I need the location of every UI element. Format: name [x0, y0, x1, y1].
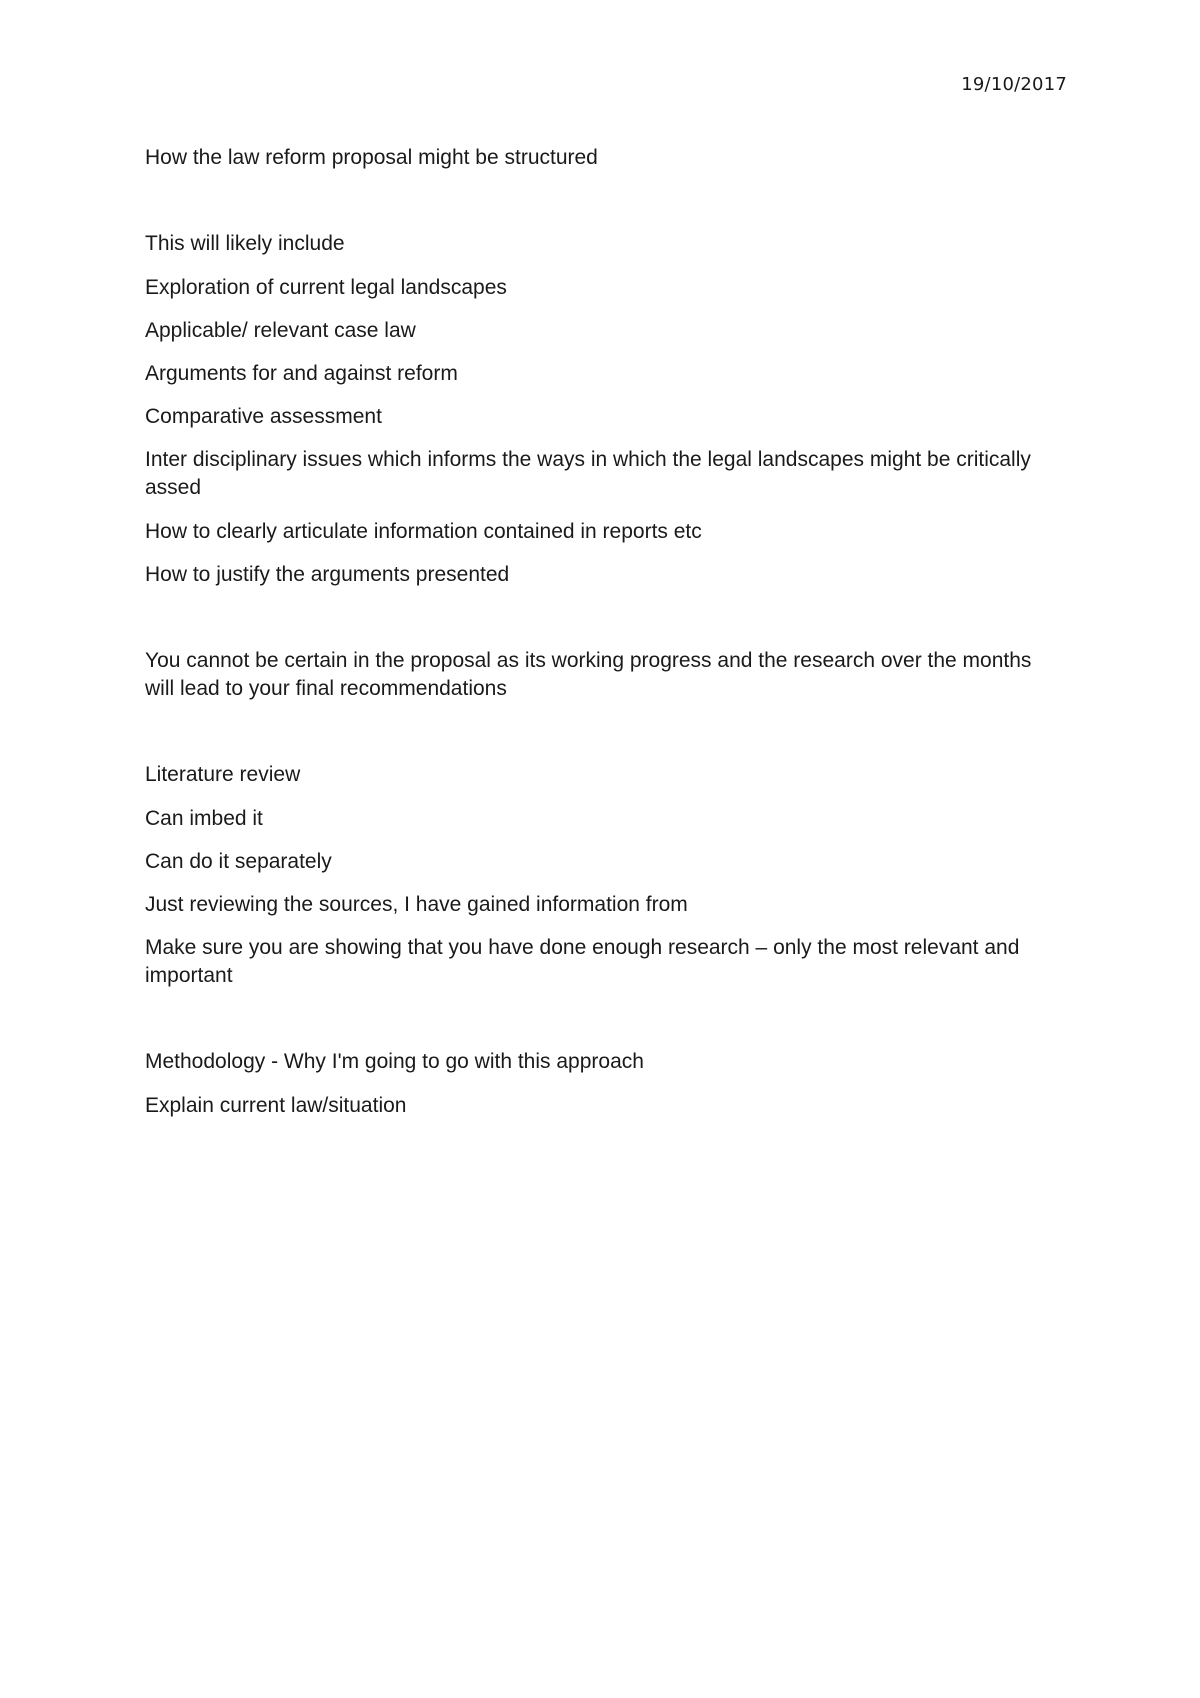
section-heading-literature-review: Literature review [145, 763, 301, 786]
document-date: 19/10/2017 [961, 74, 1067, 95]
list-item: How to clearly articulate information contained in reports etc [145, 520, 702, 543]
list-item: Comparative assessment [145, 405, 382, 428]
list-item: Can do it separately [145, 850, 332, 873]
list-item: Inter disciplinary issues which informs the ways in which the legal landscapes might be critically assed [145, 448, 1031, 499]
list-item: Can imbed it [145, 807, 263, 830]
list-item: Just reviewing the sources, I have gained information from [145, 893, 688, 916]
list-item: Make sure you are showing that you have done enough research – only the most relevant and important [145, 936, 1020, 987]
section-heading-methodology: Methodology - Why I'm going to go with this approach [145, 1050, 644, 1073]
list-item: How to justify the arguments presented [145, 563, 510, 586]
list-item: Arguments for and against reform [145, 362, 458, 385]
list-item: Applicable/ relevant case law [145, 319, 416, 342]
list-item: Explain current law/situation [145, 1094, 407, 1117]
section-intro: This will likely include [145, 232, 345, 255]
note-paragraph: You cannot be certain in the proposal as its working progress and the research over the months will lead to your final recommendations [145, 649, 1032, 700]
list-item: Exploration of current legal landscapes [145, 276, 507, 299]
document-title: How the law reform proposal might be structured [145, 146, 598, 169]
